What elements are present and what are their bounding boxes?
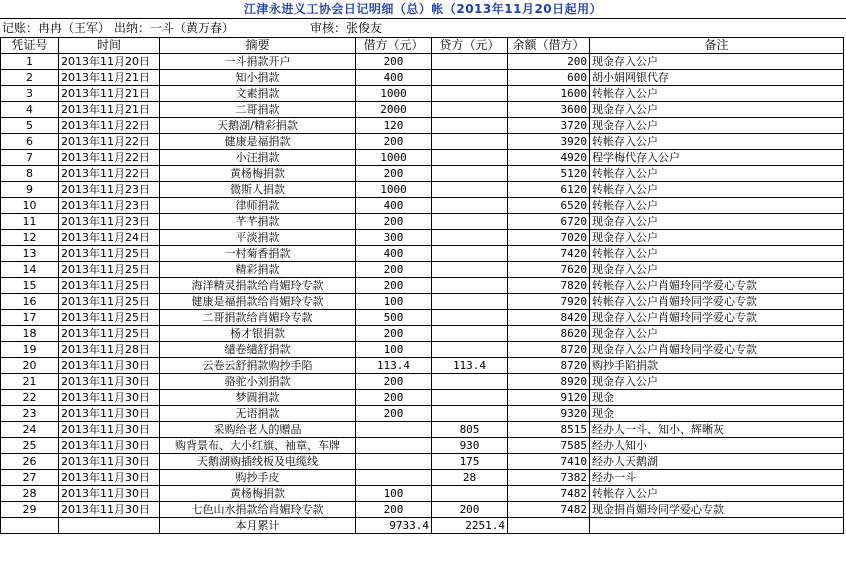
total-cell-debit: 9733.4: [356, 518, 432, 534]
ledger-table: [0, 37, 844, 534]
cell-credit: [432, 102, 508, 118]
table-header-row: [1, 38, 844, 54]
cell-summary: 杨才银捐款: [160, 326, 356, 342]
table-row: [1, 230, 844, 246]
cell-debit: 120: [356, 118, 432, 134]
cell-note: 现金存入公户: [590, 374, 844, 390]
cell-note: 现金存入公户: [590, 54, 844, 70]
cell-balance: 3600: [508, 102, 590, 118]
cell-balance: 9120: [508, 390, 590, 406]
cell-note: 现金存入公户: [590, 262, 844, 278]
cell-balance: 7920: [508, 294, 590, 310]
table-row: [1, 422, 844, 438]
cell-note: 现金存入公户: [590, 230, 844, 246]
cell-voucher-no: 21: [1, 374, 59, 390]
cell-note: 经办一斗: [590, 470, 844, 486]
cell-summary: 购背景布、大小红旗、袖章、车牌: [160, 438, 356, 454]
cell-credit: [432, 294, 508, 310]
cell-note: 现金存入公户: [590, 102, 844, 118]
cell-summary: 微斯人捐款: [160, 182, 356, 198]
cell-note: 经办人知小: [590, 438, 844, 454]
cell-voucher-no: 13: [1, 246, 59, 262]
cell-note: 转帐存入公户: [590, 86, 844, 102]
cell-debit: 200: [356, 262, 432, 278]
table-row: [1, 326, 844, 342]
cell-voucher-no: 11: [1, 214, 59, 230]
cell-note: 现金存入公户: [590, 214, 844, 230]
cell-note: 转帐存入公户: [590, 182, 844, 198]
table-row: [1, 246, 844, 262]
cell-debit: 500: [356, 310, 432, 326]
table-row: [1, 70, 844, 86]
cell-debit: [356, 422, 432, 438]
cell-credit: [432, 198, 508, 214]
table-row: [1, 358, 844, 374]
cell-summary: 健康是福捐款给肖媚玲专款: [160, 294, 356, 310]
cell-voucher-no: 14: [1, 262, 59, 278]
table-row: [1, 54, 844, 70]
cell-debit: 200: [356, 278, 432, 294]
cell-debit: 200: [356, 134, 432, 150]
total-cell-credit: 2251.4: [432, 518, 508, 534]
cell-balance: 5120: [508, 166, 590, 182]
cell-debit: 100: [356, 486, 432, 502]
cell-balance: 3720: [508, 118, 590, 134]
cell-summary: 采购给老人的赠品: [160, 422, 356, 438]
cell-summary: 文素捐款: [160, 86, 356, 102]
cell-debit: [356, 454, 432, 470]
cell-date: 2013年11月30日: [59, 454, 160, 470]
column-header-credit: 贷方（元）: [432, 38, 508, 54]
cell-balance: 1600: [508, 86, 590, 102]
cell-debit: 200: [356, 406, 432, 422]
cell-date: 2013年11月25日: [59, 246, 160, 262]
cell-credit: [432, 486, 508, 502]
cell-balance: 7420: [508, 246, 590, 262]
ledger-meta: [0, 19, 846, 37]
cell-debit: 200: [356, 374, 432, 390]
column-header-balance: 余额（借方）: [508, 38, 590, 54]
cell-balance: 6720: [508, 214, 590, 230]
total-cell-note: [590, 518, 844, 534]
table-row: [1, 86, 844, 102]
cell-summary: 黄杨梅捐款: [160, 166, 356, 182]
cell-balance: 7482: [508, 486, 590, 502]
cell-balance: 3920: [508, 134, 590, 150]
column-header-summary: 摘要: [160, 38, 356, 54]
cell-note: 转帐存入公户: [590, 486, 844, 502]
table-row: [1, 166, 844, 182]
cell-note: 转帐存入公户肖媚玲同学爱心专款: [590, 278, 844, 294]
cell-date: 2013年11月30日: [59, 374, 160, 390]
cell-date: 2013年11月30日: [59, 502, 160, 518]
cell-credit: [432, 390, 508, 406]
cell-credit: [432, 374, 508, 390]
cell-note: 转帐存入公户: [590, 246, 844, 262]
cell-summary: 骆驼小刘捐款: [160, 374, 356, 390]
cell-credit: [432, 182, 508, 198]
cell-credit: [432, 54, 508, 70]
cell-summary: 二哥捐款给肖媚玲专款: [160, 310, 356, 326]
cell-debit: 1000: [356, 86, 432, 102]
total-cell-no: [1, 518, 59, 534]
cell-note: 现金存入公户肖媚玲同学爱心专款: [590, 310, 844, 326]
cell-credit: [432, 230, 508, 246]
cell-date: 2013年11月30日: [59, 470, 160, 486]
cell-voucher-no: 15: [1, 278, 59, 294]
cell-date: 2013年11月22日: [59, 150, 160, 166]
cell-date: 2013年11月25日: [59, 278, 160, 294]
total-cell-date: [59, 518, 160, 534]
cell-balance: 9320: [508, 406, 590, 422]
cell-credit: [432, 166, 508, 182]
cell-voucher-no: 7: [1, 150, 59, 166]
total-cell-balance: [508, 518, 590, 534]
cell-note: 现金存入公户肖媚玲同学爱心专款: [590, 342, 844, 358]
cell-balance: 4920: [508, 150, 590, 166]
cell-summary: 缱卷缱舒捐款: [160, 342, 356, 358]
cell-summary: 无语捐款: [160, 406, 356, 422]
cell-voucher-no: 6: [1, 134, 59, 150]
column-header-note: 备注: [590, 38, 844, 54]
cell-balance: 8920: [508, 374, 590, 390]
cell-date: 2013年11月23日: [59, 214, 160, 230]
table-row: [1, 454, 844, 470]
cell-debit: 200: [356, 326, 432, 342]
cell-balance: 8420: [508, 310, 590, 326]
cell-summary: 小汪捐款: [160, 150, 356, 166]
cell-summary: 黄杨梅捐款: [160, 486, 356, 502]
cell-voucher-no: 17: [1, 310, 59, 326]
table-row: [1, 406, 844, 422]
cell-debit: 200: [356, 54, 432, 70]
cell-summary: 二哥捐款: [160, 102, 356, 118]
auditor-label: 审核：张俊友: [310, 21, 383, 35]
table-row: [1, 118, 844, 134]
total-cell-summary: 本月累计: [160, 518, 356, 534]
table-row: [1, 390, 844, 406]
cell-voucher-no: 28: [1, 486, 59, 502]
cell-credit: [432, 326, 508, 342]
cell-credit: 930: [432, 438, 508, 454]
cell-debit: 1000: [356, 182, 432, 198]
cell-debit: [356, 470, 432, 486]
cell-note: 现金: [590, 406, 844, 422]
cashier-label: 出纳：一斗（黄万春）: [114, 21, 235, 35]
cell-voucher-no: 9: [1, 182, 59, 198]
cell-debit: 113.4: [356, 358, 432, 374]
table-row: [1, 470, 844, 486]
bookkeeper-label: 记账：冉冉（王军）: [2, 21, 111, 35]
cell-debit: 200: [356, 214, 432, 230]
cell-note: 转帐存入公户肖媚玲同学爱心专款: [590, 294, 844, 310]
cell-debit: 100: [356, 342, 432, 358]
cell-credit: [432, 246, 508, 262]
column-header-voucher-no: 凭证号: [1, 38, 59, 54]
cell-summary: 芊芊捐款: [160, 214, 356, 230]
cell-balance: 8720: [508, 342, 590, 358]
ledger-title: 江津永进义工协会日记明细（总）帐（2013年11月20日起用）: [0, 0, 846, 19]
column-header-date: 时间: [59, 38, 160, 54]
cell-credit: [432, 118, 508, 134]
table-row: [1, 294, 844, 310]
cell-credit: 175: [432, 454, 508, 470]
cell-voucher-no: 10: [1, 198, 59, 214]
cell-date: 2013年11月25日: [59, 326, 160, 342]
cell-note: 现金存入公户: [590, 118, 844, 134]
cell-date: 2013年11月23日: [59, 182, 160, 198]
cell-summary: 健康是福捐款: [160, 134, 356, 150]
cell-date: 2013年11月21日: [59, 70, 160, 86]
cell-summary: 天鹅湖/精彩捐款: [160, 118, 356, 134]
cell-voucher-no: 2: [1, 70, 59, 86]
cell-balance: 7585: [508, 438, 590, 454]
cell-date: 2013年11月23日: [59, 198, 160, 214]
table-row: [1, 438, 844, 454]
cell-debit: 100: [356, 294, 432, 310]
cell-voucher-no: 24: [1, 422, 59, 438]
cell-credit: [432, 262, 508, 278]
column-header-debit: 借方（元）: [356, 38, 432, 54]
cell-summary: 购抄手皮: [160, 470, 356, 486]
cell-voucher-no: 18: [1, 326, 59, 342]
cell-voucher-no: 27: [1, 470, 59, 486]
table-row: [1, 486, 844, 502]
cell-note: 转帐存入公户: [590, 166, 844, 182]
cell-date: 2013年11月30日: [59, 438, 160, 454]
table-row: [1, 198, 844, 214]
cell-credit: [432, 150, 508, 166]
cell-voucher-no: 5: [1, 118, 59, 134]
cell-balance: 7620: [508, 262, 590, 278]
cell-voucher-no: 26: [1, 454, 59, 470]
table-row: [1, 502, 844, 518]
ledger-body: [1, 54, 844, 518]
table-row: [1, 102, 844, 118]
cell-date: 2013年11月30日: [59, 422, 160, 438]
cell-credit: [432, 342, 508, 358]
cell-balance: 6520: [508, 198, 590, 214]
table-row: [1, 374, 844, 390]
cell-credit: [432, 278, 508, 294]
cell-date: 2013年11月22日: [59, 166, 160, 182]
cell-summary: 七色山水捐款给肖媚玲专款: [160, 502, 356, 518]
cell-note: 转帐存入公户: [590, 134, 844, 150]
cell-date: 2013年11月21日: [59, 102, 160, 118]
cell-summary: 天鹅湖购插线板及电缆线: [160, 454, 356, 470]
cell-date: 2013年11月25日: [59, 262, 160, 278]
total-row: [1, 518, 844, 534]
cell-note: 胡小娟网银代存: [590, 70, 844, 86]
cell-credit: [432, 134, 508, 150]
cell-voucher-no: 19: [1, 342, 59, 358]
cell-credit: [432, 406, 508, 422]
cell-date: 2013年11月24日: [59, 230, 160, 246]
cell-date: 2013年11月21日: [59, 86, 160, 102]
table-row: [1, 150, 844, 166]
cell-credit: 805: [432, 422, 508, 438]
cell-date: 2013年11月28日: [59, 342, 160, 358]
cell-summary: 知小捐款: [160, 70, 356, 86]
cell-summary: 梦圆捐款: [160, 390, 356, 406]
cell-voucher-no: 25: [1, 438, 59, 454]
cell-date: 2013年11月20日: [59, 54, 160, 70]
cell-credit: [432, 70, 508, 86]
table-row: [1, 134, 844, 150]
table-row: [1, 278, 844, 294]
cell-balance: 200: [508, 54, 590, 70]
cell-voucher-no: 4: [1, 102, 59, 118]
cell-balance: 600: [508, 70, 590, 86]
table-row: [1, 262, 844, 278]
cell-voucher-no: 12: [1, 230, 59, 246]
cell-debit: 200: [356, 166, 432, 182]
cell-note: 程学梅代存入公户: [590, 150, 844, 166]
cell-balance: 8720: [508, 358, 590, 374]
cell-note: 购抄手陷捐款: [590, 358, 844, 374]
cell-debit: 200: [356, 390, 432, 406]
cell-note: 现金捐肖媚玲同学爱心专款: [590, 502, 844, 518]
cell-debit: 400: [356, 70, 432, 86]
cell-credit: 28: [432, 470, 508, 486]
table-row: [1, 310, 844, 326]
cell-debit: 2000: [356, 102, 432, 118]
cell-balance: 8515: [508, 422, 590, 438]
table-row: [1, 214, 844, 230]
cell-debit: [356, 438, 432, 454]
cell-summary: 一斗捐款开户: [160, 54, 356, 70]
cell-balance: 7382: [508, 470, 590, 486]
cell-summary: 精彩捐款: [160, 262, 356, 278]
cell-debit: 300: [356, 230, 432, 246]
cell-voucher-no: 8: [1, 166, 59, 182]
cell-balance: 6120: [508, 182, 590, 198]
cell-credit: [432, 86, 508, 102]
cell-balance: 7020: [508, 230, 590, 246]
cell-date: 2013年11月25日: [59, 294, 160, 310]
cell-summary: 云卷云舒捐款购抄手陷: [160, 358, 356, 374]
cell-summary: 平淡捐款: [160, 230, 356, 246]
cell-debit: 200: [356, 502, 432, 518]
cell-voucher-no: 22: [1, 390, 59, 406]
cell-voucher-no: 3: [1, 86, 59, 102]
cell-voucher-no: 23: [1, 406, 59, 422]
cell-date: 2013年11月30日: [59, 406, 160, 422]
cell-credit: 113.4: [432, 358, 508, 374]
cell-note: 现金存入公户: [590, 326, 844, 342]
table-row: [1, 342, 844, 358]
cell-credit: 200: [432, 502, 508, 518]
cell-debit: 1000: [356, 150, 432, 166]
cell-balance: 7410: [508, 454, 590, 470]
cell-date: 2013年11月30日: [59, 390, 160, 406]
cell-voucher-no: 1: [1, 54, 59, 70]
cell-date: 2013年11月30日: [59, 486, 160, 502]
cell-date: 2013年11月30日: [59, 358, 160, 374]
cell-note: 转帐存入公户: [590, 198, 844, 214]
cell-note: 经办人一斗、知小、辉晰灰: [590, 422, 844, 438]
cell-credit: [432, 214, 508, 230]
cell-credit: [432, 310, 508, 326]
cell-balance: 8620: [508, 326, 590, 342]
cell-balance: 7482: [508, 502, 590, 518]
table-row: [1, 182, 844, 198]
cell-debit: 400: [356, 198, 432, 214]
cell-summary: 律师捐款: [160, 198, 356, 214]
cell-voucher-no: 16: [1, 294, 59, 310]
cell-voucher-no: 29: [1, 502, 59, 518]
cell-balance: 7820: [508, 278, 590, 294]
cell-summary: 海洋精灵捐款给肖媚玲专款: [160, 278, 356, 294]
cell-voucher-no: 20: [1, 358, 59, 374]
cell-note: 现金: [590, 390, 844, 406]
cell-summary: 一村菊香捐款: [160, 246, 356, 262]
cell-date: 2013年11月25日: [59, 310, 160, 326]
cell-date: 2013年11月22日: [59, 118, 160, 134]
cell-note: 经办人天鹅湖: [590, 454, 844, 470]
cell-debit: 400: [356, 246, 432, 262]
cell-date: 2013年11月22日: [59, 134, 160, 150]
